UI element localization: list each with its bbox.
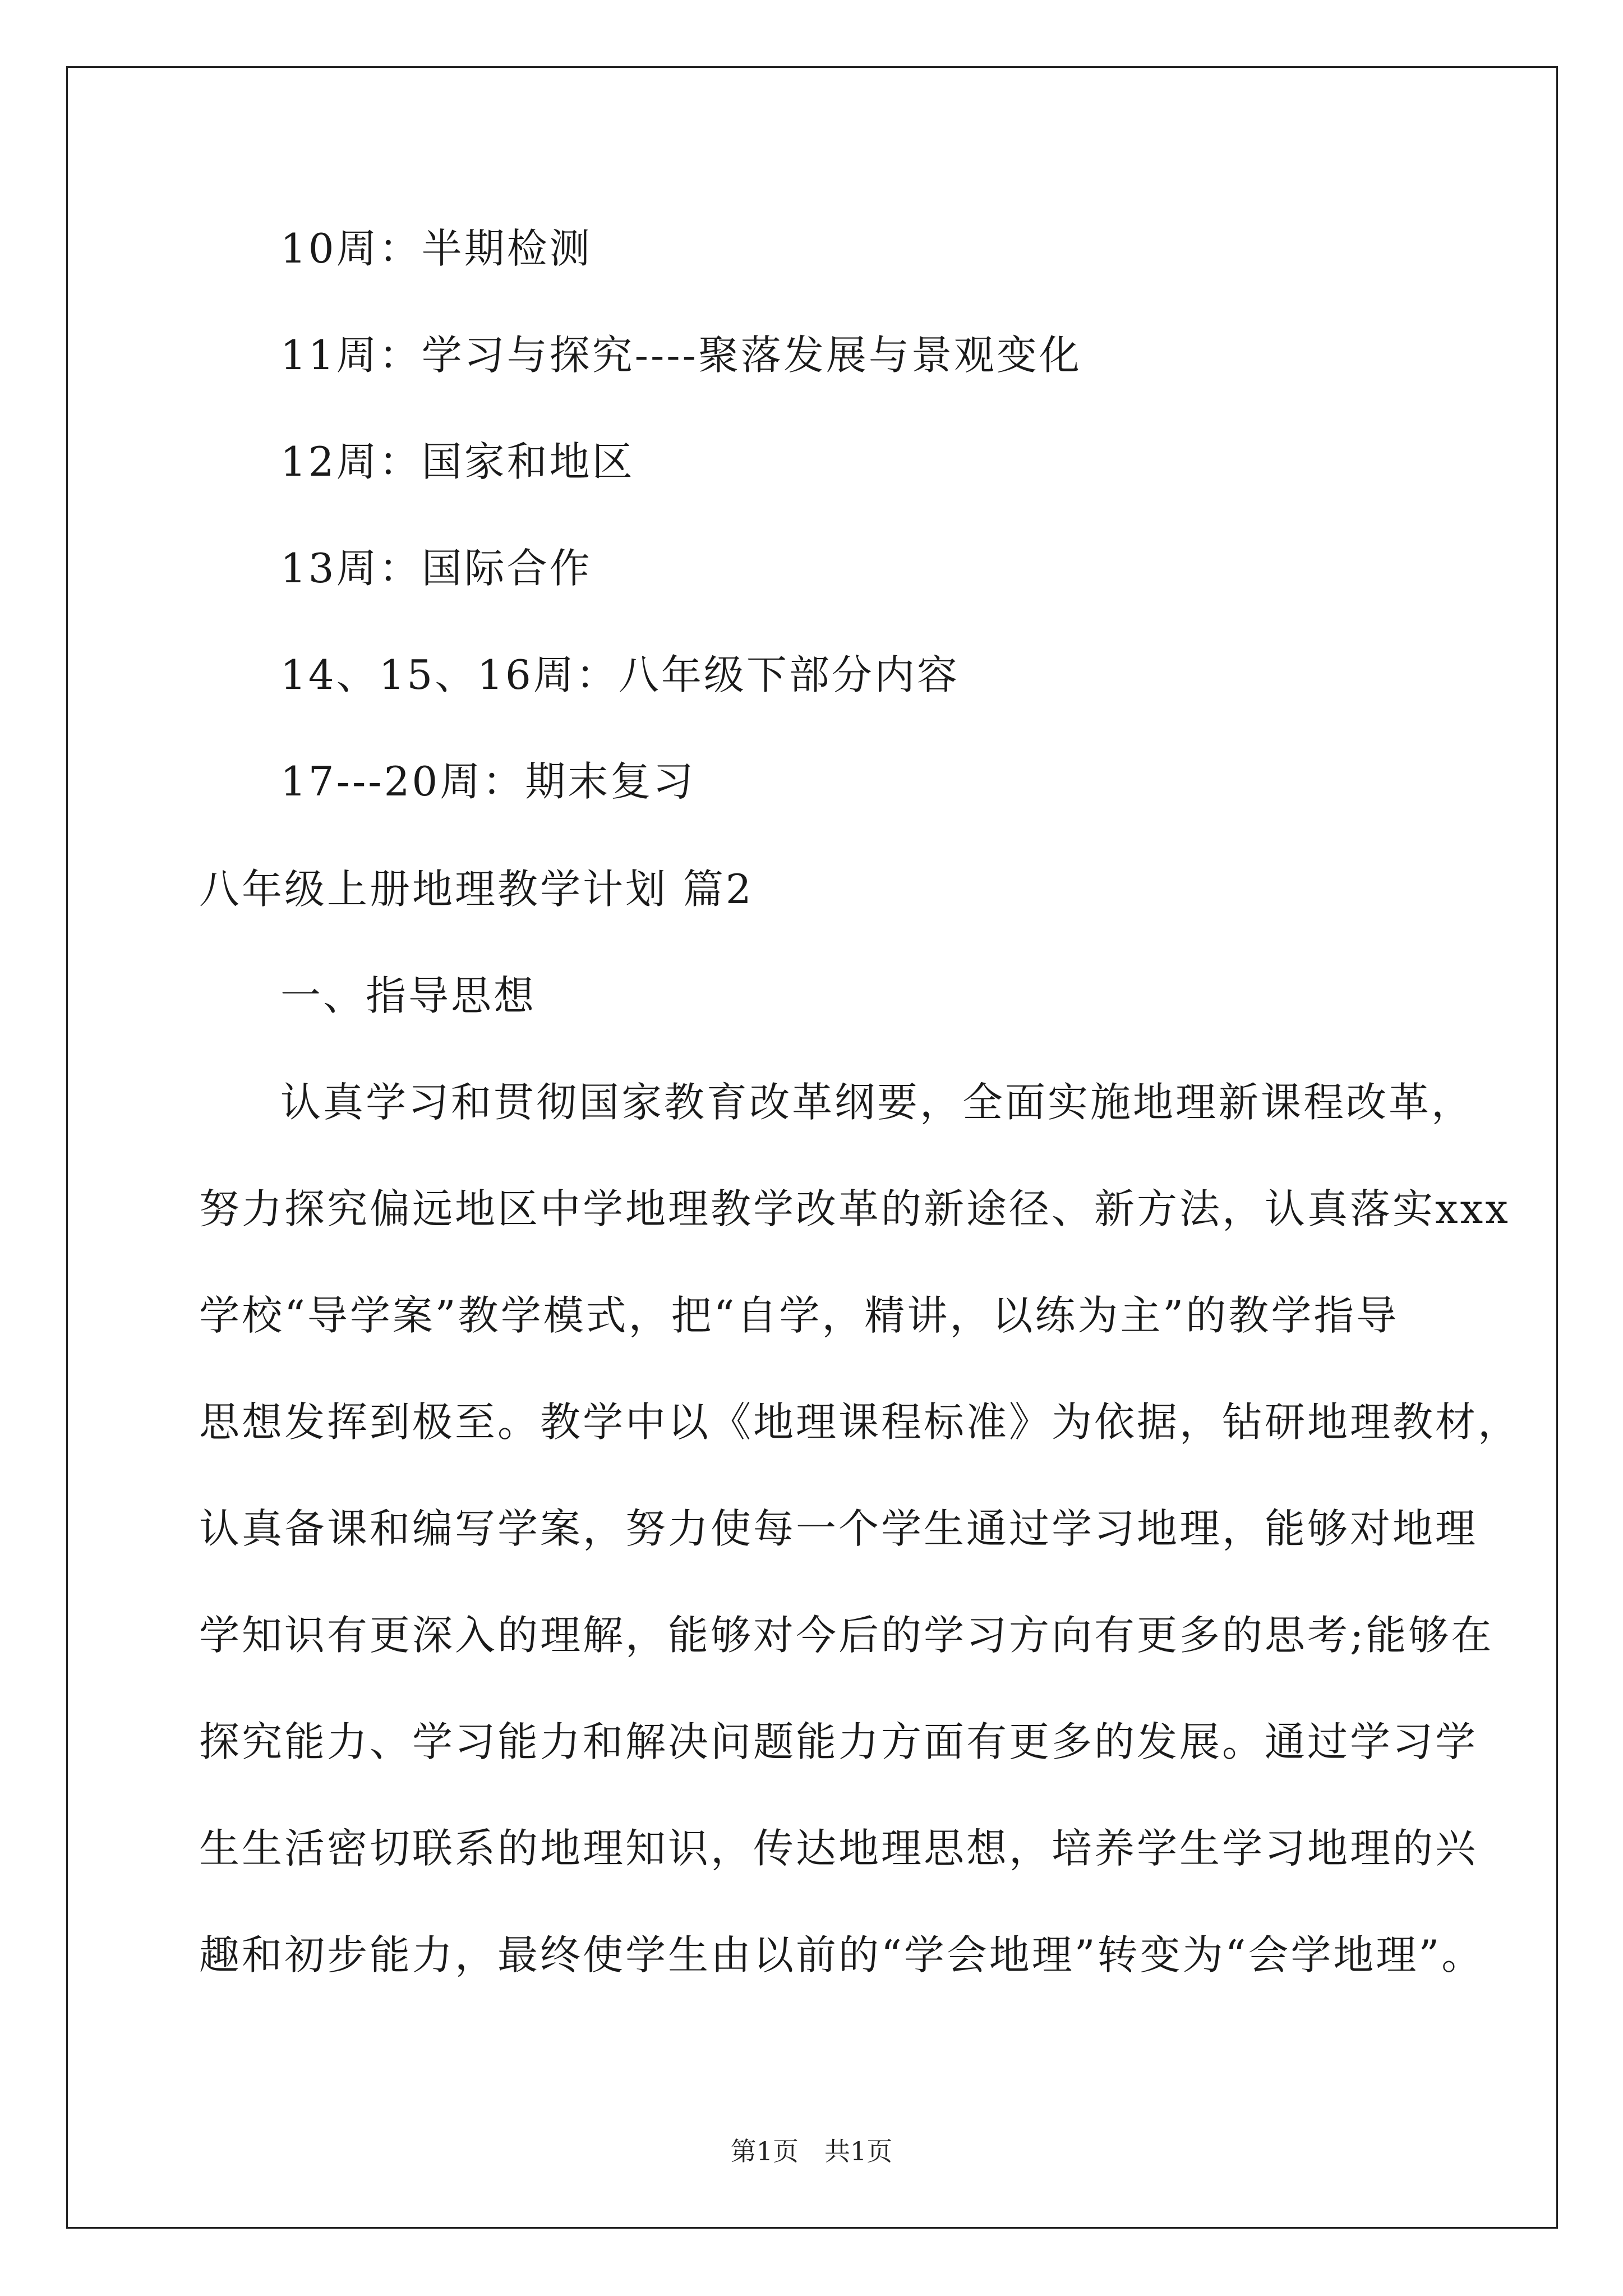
paragraph-line: 趣和初步能力，最终使学生由以前的“学会地理”转变为“会学地理”。 — [199, 1931, 1484, 1978]
schedule-line-week14-16: 14、15、16周：八年级下部分内容 — [280, 651, 960, 698]
subheading: 一、指导思想 — [280, 972, 537, 1019]
page-footer: 第1页 共1页 — [730, 2136, 893, 2166]
paragraph-line: 认真学习和贯彻国家教育改革纲要，全面实施地理新课程改革， — [280, 1079, 1474, 1126]
schedule-line-week10: 10周：半期检测 — [280, 225, 592, 272]
paragraph-line: 生生活密切联系的地理知识，传达地理思想，培养学生学习地理的兴 — [199, 1825, 1478, 1872]
schedule-line-week11: 11周：学习与探究----聚落发展与景观变化 — [280, 332, 1082, 379]
schedule-line-week13: 13周：国际合作 — [280, 545, 592, 592]
paragraph-line: 认真备课和编写学案，努力使每一个学生通过学习地理，能够对地理 — [199, 1505, 1478, 1552]
schedule-line-week12: 12周：国家和地区 — [280, 438, 635, 485]
paragraph-line: 学校“导学案”教学模式，把“自学，精讲，以练为主”的教学指导 — [199, 1292, 1399, 1339]
schedule-line-week17-20: 17---20周：期末复习 — [280, 758, 696, 805]
paragraph-line: 努力探究偏远地区中学地理教学改革的新途径、新方法，认真落实xxx — [199, 1185, 1510, 1232]
section-title: 八年级上册地理教学计划 篇2 — [199, 866, 754, 913]
paragraph-line: 学知识有更深入的理解，能够对今后的学习方向有更多的思考;能够在 — [199, 1612, 1494, 1659]
page-border — [66, 66, 1558, 2229]
paragraph-line: 思想发挥到极至。教学中以《地理课程标准》为依据，钻研地理教材， — [199, 1398, 1521, 1446]
paragraph-line: 探究能力、学习能力和解决问题能力方面有更多的发展。通过学习学 — [199, 1718, 1478, 1765]
